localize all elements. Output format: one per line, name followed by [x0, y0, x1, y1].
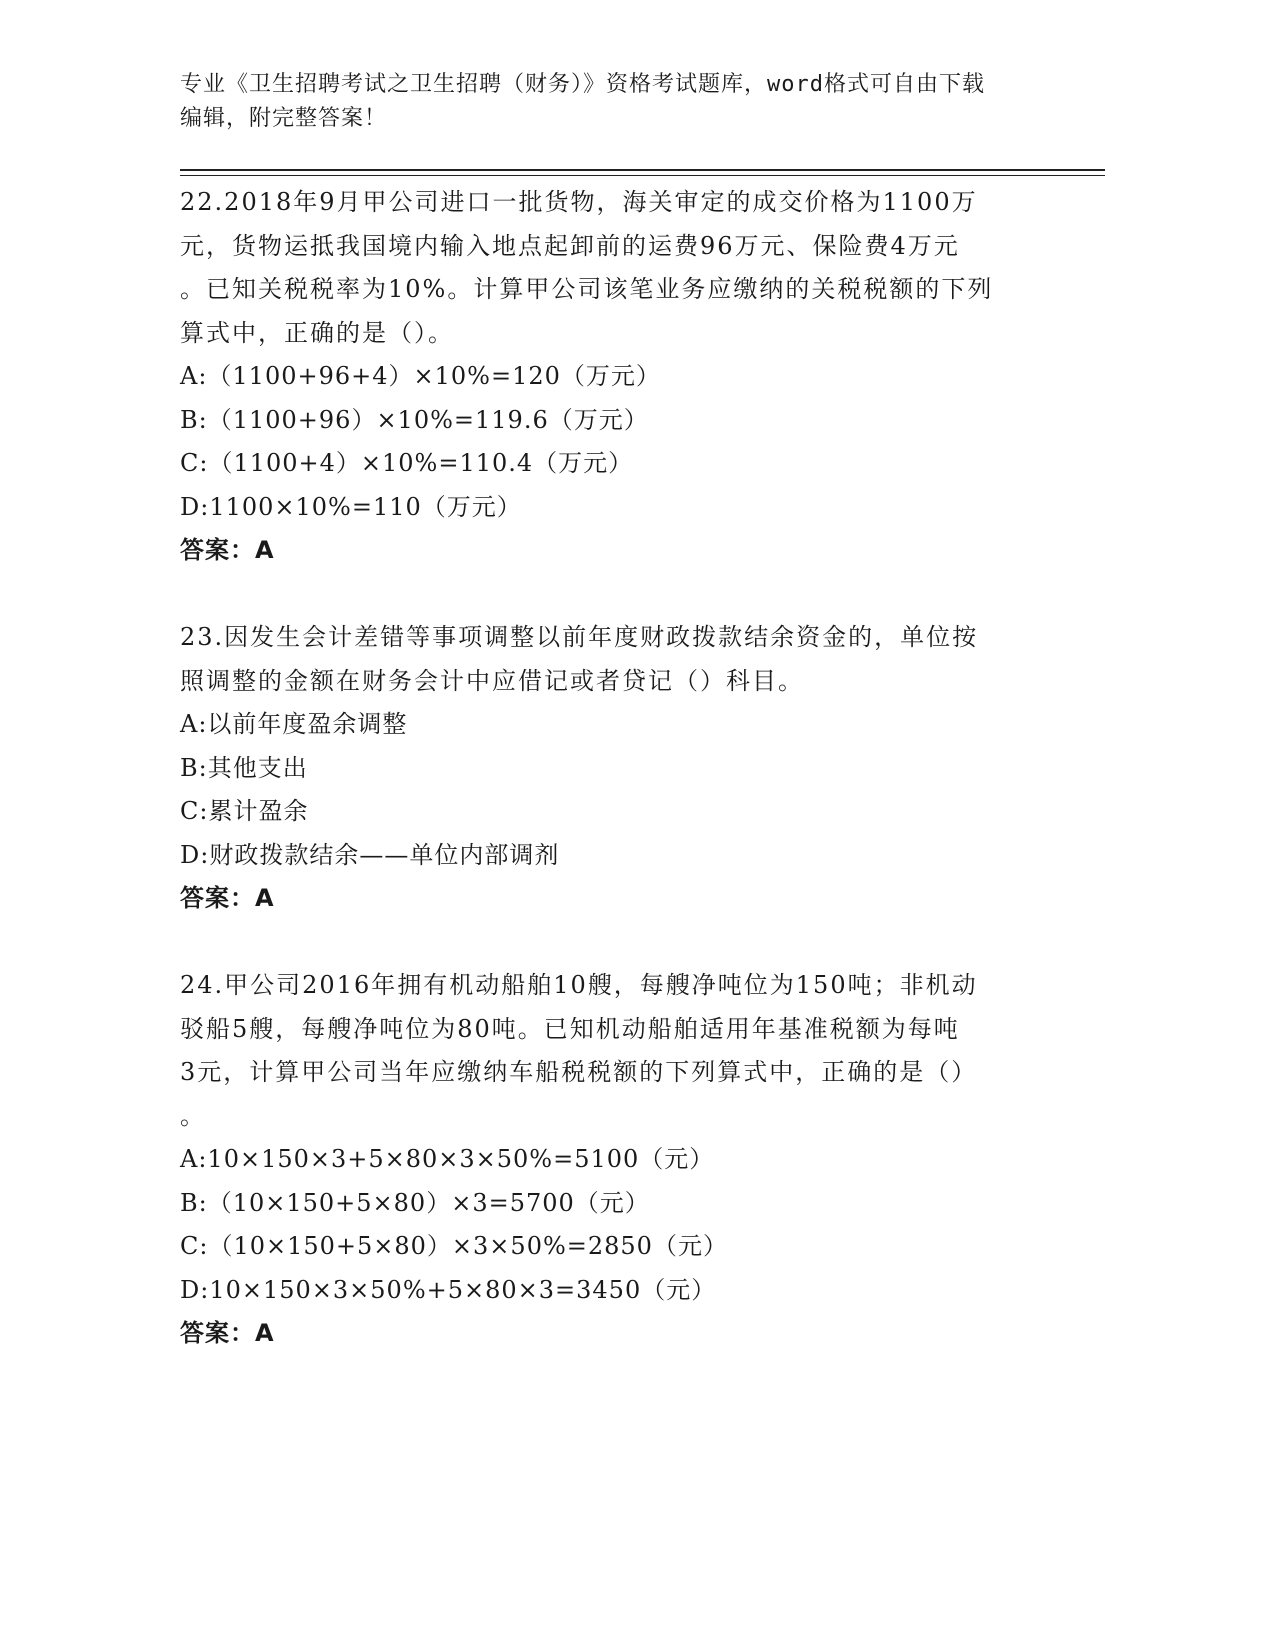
option-d: D:1100×10%=110（万元）: [180, 492, 522, 521]
option-b: B:（10×150+5×80）×3=5700（元）: [180, 1188, 650, 1217]
option-d: D:10×150×3×50%+5×80×3=3450（元）: [180, 1275, 717, 1304]
question-22: [180, 181, 1040, 573]
answer: 答案：A: [180, 1319, 275, 1347]
option-c: C:累计盈余: [180, 797, 309, 825]
option-a: A:10×150×3+5×80×3×50%=5100（元）: [180, 1145, 715, 1173]
header-line-2: 编辑，附完整答案！: [180, 106, 388, 131]
stem-line: 。已知关税税率为10%。计算甲公司该笔业务应缴纳的关税税额的下列: [180, 275, 994, 303]
answer: 答案：A: [180, 536, 275, 564]
stem-line: 24.甲公司2016年拥有机动船舶10艘，每艘净吨位为150吨；非机动: [180, 971, 978, 999]
stem-line: 驳船5艘，每艘净吨位为80吨。已知机动船舶适用年基准税额为每吨: [180, 1014, 960, 1043]
stem-line: 。: [180, 1101, 206, 1130]
stem-line: 3元，计算甲公司当年应缴纳车船税税额的下列算式中，正确的是（）: [180, 1058, 978, 1086]
header-line-1: 专业《卫生招聘考试之卫生招聘（财务）》资格考试题库，word格式可自由下载: [180, 72, 985, 97]
question-24: [180, 964, 1040, 1356]
option-c: C:（10×150+5×80）×3×50%=2850（元）: [180, 1232, 728, 1260]
answer: 答案：A: [180, 884, 275, 912]
header-divider-thick: [180, 169, 1105, 171]
stem-line: 22.2018年9月甲公司进口一批货物，海关审定的成交价格为1100万: [180, 188, 978, 216]
question-stem: [180, 181, 1040, 355]
stem-line: 算式中，正确的是（）。: [180, 318, 454, 347]
stem-line: 23.因发生会计差错等事项调整以前年度财政拨款结余资金的，单位按: [180, 623, 979, 651]
option-d: D:财政拨款结余——单位内部调剂: [180, 840, 560, 869]
stem-line: 元，货物运抵我国境内输入地点起卸前的运费96万元、保险费4万元: [180, 231, 960, 260]
option-a: A:以前年度盈余调整: [180, 710, 408, 738]
question-stem: [180, 616, 1040, 703]
header-divider-thin: [180, 175, 1105, 176]
question-stem: [180, 964, 1040, 1138]
option-a: A:（1100+96+4）×10%=120（万元）: [180, 362, 661, 390]
stem-line: 照调整的金额在财务会计中应借记或者贷记（）科目。: [180, 666, 804, 695]
document-header: [180, 68, 1060, 136]
question-23: [180, 616, 1040, 921]
option-c: C:（1100+4）×10%=110.4（万元）: [180, 449, 634, 477]
option-b: B:其他支出: [180, 753, 308, 782]
option-b: B:（1100+96）×10%=119.6（万元）: [180, 405, 649, 434]
